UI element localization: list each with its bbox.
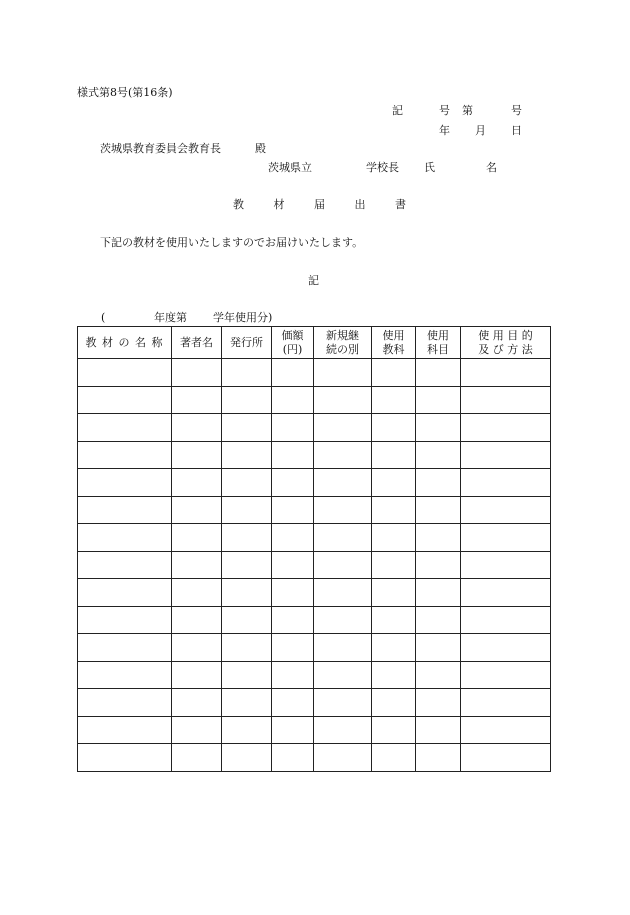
table-cell <box>78 606 172 634</box>
dai-label: 第 <box>462 104 473 117</box>
table-cell <box>372 524 416 552</box>
table-cell <box>272 524 314 552</box>
table-cell <box>461 414 551 442</box>
table-cell <box>416 634 461 662</box>
table-cell <box>78 744 172 772</box>
table-header-row <box>78 327 551 359</box>
table-cell <box>314 661 372 689</box>
table-cell <box>222 359 272 387</box>
table-cell <box>222 469 272 497</box>
table-cell <box>172 551 222 579</box>
table-cell <box>372 551 416 579</box>
table-cell <box>372 579 416 607</box>
table-cell <box>416 579 461 607</box>
table-cell <box>78 661 172 689</box>
table-cell <box>416 716 461 744</box>
table-cell <box>222 551 272 579</box>
table-cell <box>416 524 461 552</box>
table-row <box>78 716 551 744</box>
table-cell <box>222 496 272 524</box>
table-cell <box>272 579 314 607</box>
table-cell <box>461 716 551 744</box>
table-row <box>78 524 551 552</box>
table-cell <box>416 744 461 772</box>
table-cell <box>78 524 172 552</box>
table-cell <box>272 496 314 524</box>
table-cell <box>416 386 461 414</box>
table-cell <box>222 689 272 717</box>
table-cell <box>172 524 222 552</box>
table-cell <box>78 634 172 662</box>
table-row <box>78 414 551 442</box>
table-cell <box>372 469 416 497</box>
table-body <box>78 359 551 772</box>
table-cell <box>272 469 314 497</box>
addressee-name: 茨城県教育委員会教育長 <box>100 142 221 155</box>
table-cell <box>314 441 372 469</box>
table-cell <box>461 386 551 414</box>
table-cell <box>416 469 461 497</box>
header-publisher: 発行所 <box>222 327 272 359</box>
table-cell <box>272 689 314 717</box>
table-cell <box>272 359 314 387</box>
table-cell <box>172 634 222 662</box>
table-cell <box>172 359 222 387</box>
table-cell <box>172 716 222 744</box>
table-cell <box>314 744 372 772</box>
table-cell <box>272 744 314 772</box>
table-cell <box>272 634 314 662</box>
table-row <box>78 689 551 717</box>
table-cell <box>314 524 372 552</box>
table-cell <box>416 359 461 387</box>
table-cell <box>272 414 314 442</box>
table-cell <box>172 744 222 772</box>
table-cell <box>461 524 551 552</box>
table-cell <box>172 414 222 442</box>
table-cell <box>314 359 372 387</box>
table-cell <box>416 661 461 689</box>
table-row <box>78 744 551 772</box>
table-cell <box>78 386 172 414</box>
table-cell <box>314 551 372 579</box>
month-label: 月 <box>475 124 486 137</box>
table-row <box>78 661 551 689</box>
table-cell <box>461 661 551 689</box>
table-cell <box>416 496 461 524</box>
year-label: 年 <box>439 124 450 137</box>
table-cell <box>372 661 416 689</box>
table-cell <box>272 386 314 414</box>
table-row <box>78 606 551 634</box>
table-cell <box>78 469 172 497</box>
table-cell <box>272 606 314 634</box>
form-number: 様式第8号(第16条) <box>77 86 173 99</box>
usage-nendo: 年度第 <box>154 311 187 324</box>
table-cell <box>314 496 372 524</box>
table-cell <box>461 469 551 497</box>
sender-shi: 氏 <box>424 161 435 174</box>
sender-mei: 名 <box>486 161 497 174</box>
table-cell <box>172 386 222 414</box>
addressee-honorific: 殿 <box>255 142 266 155</box>
body-text: 下記の教材を使用いたしますのでお届けいたします。 <box>100 236 364 249</box>
table-cell <box>314 606 372 634</box>
table-cell <box>172 606 222 634</box>
table-row <box>78 634 551 662</box>
table-cell <box>78 716 172 744</box>
table-cell <box>172 579 222 607</box>
table-cell <box>222 606 272 634</box>
header-material-name: 教 材 の 名 称 <box>78 327 172 359</box>
table-cell <box>461 551 551 579</box>
table-cell <box>78 496 172 524</box>
table-cell <box>461 634 551 662</box>
header-subject: 使用 教科 <box>372 327 416 359</box>
sender-prefix: 茨城県立 <box>268 161 312 174</box>
ki-label: 記 <box>392 104 403 117</box>
table-cell <box>416 689 461 717</box>
gou-label: 号 <box>439 104 450 117</box>
table-cell <box>78 579 172 607</box>
table-row <box>78 359 551 387</box>
usage-open-paren: ( <box>101 311 106 324</box>
day-label: 日 <box>511 124 522 137</box>
materials-table <box>77 326 551 772</box>
table-cell <box>461 441 551 469</box>
table-cell <box>222 744 272 772</box>
table-cell <box>372 716 416 744</box>
gou2-label: 号 <box>511 104 522 117</box>
table-row <box>78 551 551 579</box>
header-new-or-continued: 新規継 続の別 <box>314 327 372 359</box>
header-price: 価額 (円) <box>272 327 314 359</box>
table-cell <box>372 496 416 524</box>
table-cell <box>314 716 372 744</box>
sender-title: 学校長 <box>366 161 399 174</box>
table-cell <box>314 386 372 414</box>
table-cell <box>314 689 372 717</box>
document-title: 教 材 届 出 書 <box>233 198 419 211</box>
table-cell <box>222 661 272 689</box>
table-row <box>78 441 551 469</box>
table-cell <box>78 359 172 387</box>
table-cell <box>314 469 372 497</box>
table-cell <box>172 441 222 469</box>
table-cell <box>416 414 461 442</box>
table-cell <box>78 441 172 469</box>
table-cell <box>272 551 314 579</box>
header-purpose-method: 使 用 目 的 及 び 方 法 <box>461 327 551 359</box>
table-cell <box>372 441 416 469</box>
table-cell <box>461 689 551 717</box>
table-cell <box>314 634 372 662</box>
usage-gakunen: 学年使用分) <box>213 311 273 324</box>
header-course: 使用 科目 <box>416 327 461 359</box>
table-cell <box>172 496 222 524</box>
table-cell <box>222 716 272 744</box>
table-cell <box>172 689 222 717</box>
table-row <box>78 386 551 414</box>
table-cell <box>372 689 416 717</box>
table-cell <box>416 551 461 579</box>
table-cell <box>372 386 416 414</box>
table-cell <box>372 634 416 662</box>
header-author: 著者名 <box>172 327 222 359</box>
table-cell <box>78 689 172 717</box>
table-cell <box>372 606 416 634</box>
table-cell <box>172 469 222 497</box>
table-cell <box>172 661 222 689</box>
table-cell <box>222 441 272 469</box>
table-cell <box>222 414 272 442</box>
table-cell <box>222 579 272 607</box>
table-cell <box>372 414 416 442</box>
table-row <box>78 469 551 497</box>
table-row <box>78 579 551 607</box>
table-cell <box>222 386 272 414</box>
ki-center: 記 <box>308 274 319 287</box>
table-cell <box>461 606 551 634</box>
table-row <box>78 496 551 524</box>
table-cell <box>272 716 314 744</box>
table-cell <box>314 579 372 607</box>
table-cell <box>314 414 372 442</box>
table-cell <box>461 359 551 387</box>
table-cell <box>272 441 314 469</box>
table-cell <box>372 359 416 387</box>
table-cell <box>461 579 551 607</box>
table-cell <box>78 551 172 579</box>
table-cell <box>461 496 551 524</box>
table-cell <box>222 634 272 662</box>
table-cell <box>372 744 416 772</box>
table-cell <box>416 606 461 634</box>
table-cell <box>78 414 172 442</box>
table-cell <box>416 441 461 469</box>
table-cell <box>272 661 314 689</box>
table-cell <box>461 744 551 772</box>
table-cell <box>222 524 272 552</box>
